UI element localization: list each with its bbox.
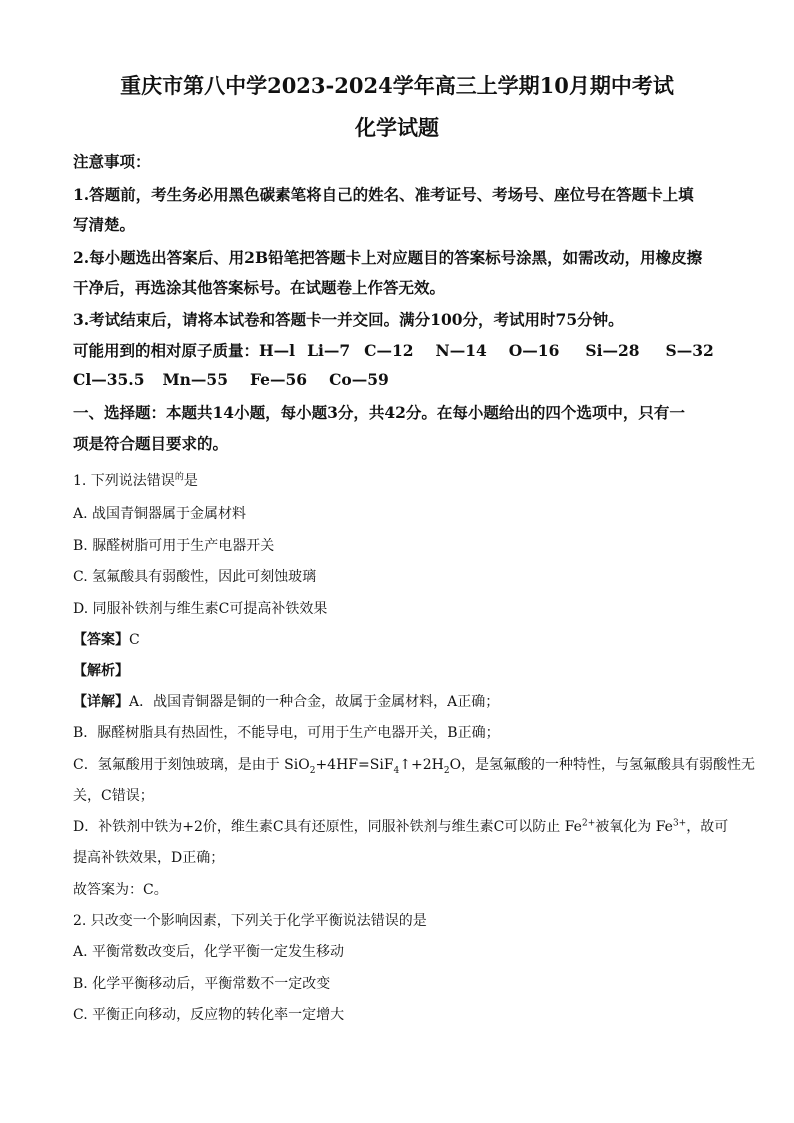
explanation-a-text: A．战国青铜器是铜的一种合金，故属于金属材料，A正确； [129, 694, 500, 710]
explanation-a [73, 691, 499, 711]
answer-tag: 【答案】 [73, 632, 129, 648]
section-heading-line-2: 项是符合题目要求的。 [73, 434, 229, 453]
question-2-option-b: B. 化学平衡移动后，平衡常数不一定改变 [73, 976, 331, 992]
question-1-option-d: D. 同服补铁剂与维生素C可提高补铁效果 [73, 601, 328, 617]
question-1-stem-text: 1. 下列说法错误 [73, 473, 175, 489]
superscript: 2+ [581, 818, 596, 829]
question-1-stem-end: 是 [183, 473, 198, 489]
question-1-conclusion: 故答案为：C。 [73, 882, 168, 898]
explanation-d-text: 被氧化为 Fe [595, 819, 673, 835]
atomic-mass-label: 可能用到的相对原子质量： [73, 341, 260, 360]
explanation-c-line-1 [73, 754, 755, 774]
question-1-answer [73, 629, 140, 649]
answer-value: C [129, 632, 140, 648]
explanation-c-text: O，是氢氟酸的一种特性，与氢氟酸具有弱酸性无 [449, 757, 756, 773]
question-2-option-a: A. 平衡常数改变后，化学平衡一定发生移动 [73, 944, 345, 960]
notice-item-3: 3.考试结束后，请将本试卷和答题卡一并交回。满分100分，考试用时75分钟。 [73, 310, 624, 329]
atomic-mass-entry: Fe—56 [249, 370, 308, 389]
notice-item-1-line-2: 写清楚。 [73, 215, 136, 234]
question-2-option-c: C. 平衡正向移动，反应物的转化率一定增大 [73, 1007, 345, 1023]
explanation-b: B．脲醛树脂具有热固性，不能导电，可用于生产电器开关，B正确； [73, 725, 500, 741]
detail-tag: 【详解】 [73, 694, 129, 710]
question-1-stem [73, 470, 198, 490]
atomic-mass-entry: N—14 [435, 341, 487, 360]
notice-item-2-line-1: 2.每小题选出答案后、用2B铅笔把答题卡上对应题目的答案标号涂黑，如需改动，用橡皮擦 [73, 248, 703, 267]
section-heading-line-1: 一、选择题：本题共14小题，每小题3分，共42分。在每小题给出的四个选项中，只有一 [73, 403, 685, 422]
atomic-mass-entry: Cl—35.5 [73, 370, 145, 389]
exam-subtitle: 化学试题 [355, 115, 439, 140]
atomic-mass-entry: C—12 [364, 341, 414, 360]
exam-title: 重庆市第八中学2023-2024学年高三上学期10月期中考试 [120, 73, 674, 98]
atomic-mass-entry: H—l [259, 341, 296, 360]
atomic-mass-entry: O—16 [508, 341, 560, 360]
explanation-c-line-2: 关，C错误； [73, 788, 154, 804]
question-1-option-c: C. 氢氟酸具有弱酸性，因此可刻蚀玻璃 [73, 569, 317, 585]
explanation-d-text: ，故可 [686, 819, 729, 835]
superscript: 3+ [672, 818, 687, 829]
question-1-option-a: A. 战国青铜器属于金属材料 [73, 506, 247, 522]
question-2-stem: 2. 只改变一个影响因素，下列关于化学平衡说法错误的是 [73, 913, 427, 929]
subscript: 2 [443, 765, 450, 776]
atomic-mass-entry: S—32 [665, 341, 714, 360]
atomic-mass-entry: Si—28 [585, 341, 640, 360]
explanation-c-text: ↑+2H [399, 757, 444, 773]
atomic-mass-row-2 [73, 370, 389, 389]
explanation-c-text: C．氢氟酸用于刻蚀玻璃，是由于 SiO [73, 757, 310, 773]
notice-item-1-line-1: 1.答题前，考生务必用黑色碳素笔将自己的姓名、准考证号、考场号、座位号在答题卡上填 [73, 185, 694, 204]
atomic-mass-row-1 [73, 339, 714, 361]
notice-item-2-line-2: 干净后，再选涂其他答案标号。在试题卷上作答无效。 [73, 278, 446, 297]
question-1-stem-sup: 的 [174, 472, 184, 483]
atomic-mass-entry: Mn—55 [162, 370, 228, 389]
explanation-c-text: +4HF=SiF [315, 757, 394, 773]
explanation-d-text: D．补铁剂中铁为+2价，维生素C具有还原性，同服补铁剂与维生素C可以防止 Fe [73, 819, 582, 835]
atomic-mass-entry: Co—59 [329, 370, 389, 389]
notice-heading: 注意事项： [73, 152, 151, 171]
explanation-d-line-1 [73, 816, 728, 836]
atomic-mass-entry: Li—7 [307, 341, 351, 360]
subscript: 2 [309, 765, 316, 776]
subscript: 4 [393, 765, 400, 776]
explanation-d-line-2: 提高补铁效果，D正确； [73, 850, 225, 866]
question-1-option-b: B. 脲醛树脂可用于生产电器开关 [73, 538, 275, 554]
analysis-tag: 【解析】 [73, 663, 129, 679]
